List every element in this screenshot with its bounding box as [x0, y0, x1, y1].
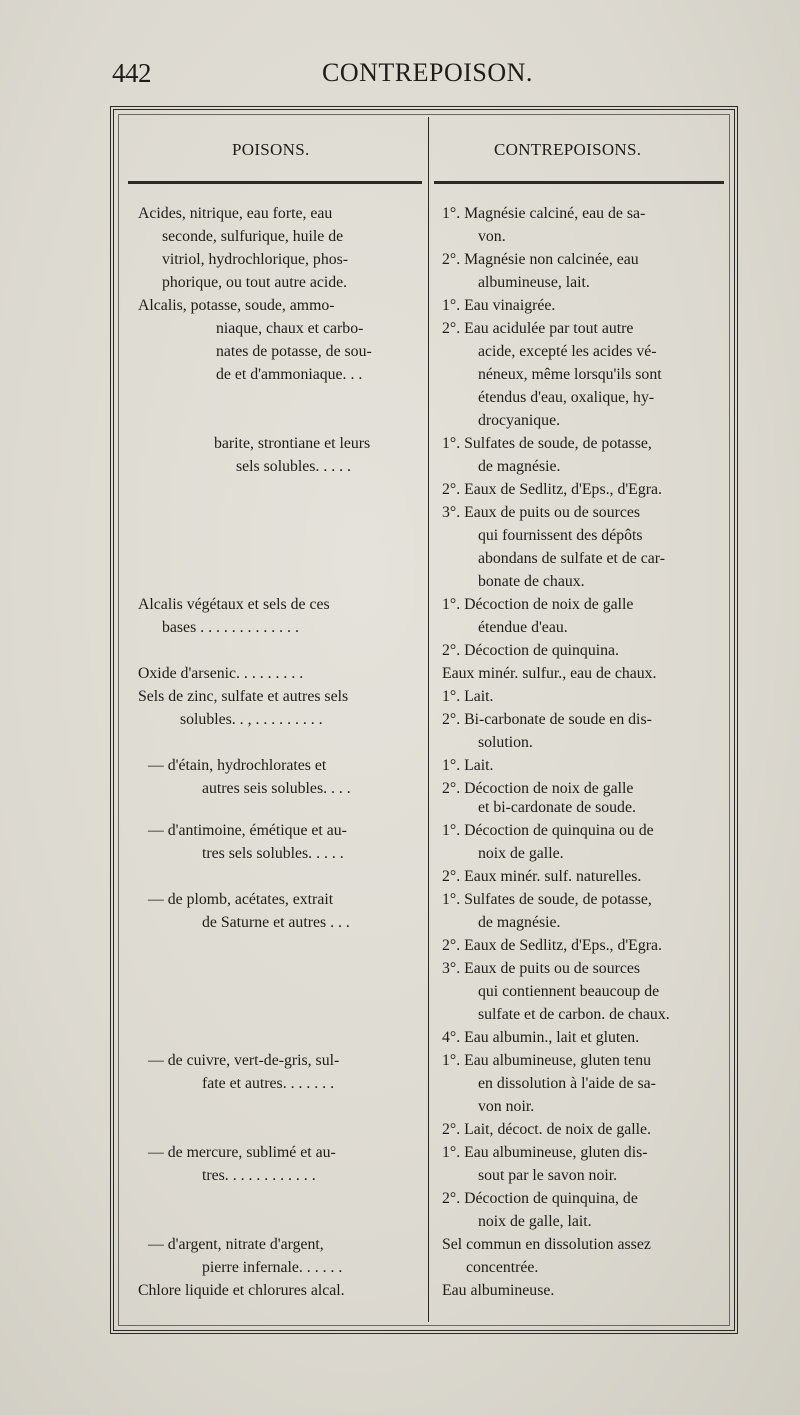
antidote-line: 2°. Décoction de noix de galle	[442, 780, 634, 797]
poison-line: de Saturne et autres . . .	[202, 914, 350, 931]
antidote-line: 3°. Eaux de puits ou de sources	[442, 960, 641, 977]
poison-line: — de mercure, sublimé et au-	[148, 1144, 336, 1161]
column-divider	[428, 117, 429, 1322]
antidote-line: 1°. Décoction de quinquina ou de	[442, 822, 654, 839]
antidote-line: Eau albumineuse.	[442, 1282, 555, 1299]
antidote-line: 2°. Eau acidulée par tout autre	[442, 320, 634, 337]
poison-line: vitriol, hydrochlorique, phos-	[162, 251, 349, 268]
poison-line: Sels de zinc, sulfate et autres sels	[138, 688, 349, 705]
poison-line: tres sels solubles. . . . .	[202, 845, 344, 862]
antidote-line: abondans de sulfate et de car-	[478, 550, 665, 567]
poison-line: solubles. . , . . . . . . . . .	[180, 711, 323, 728]
poison-line: — d'antimoine, émétique et au-	[148, 822, 347, 839]
antidote-line: qui fournissent des dépôts	[478, 527, 643, 544]
antidote-line: 2°. Décoction de quinquina, de	[442, 1190, 638, 1207]
antidote-line: acide, excepté les acides vé-	[478, 343, 657, 360]
antidote-line: 1°. Sulfates de soude, de potasse,	[442, 891, 652, 908]
poison-line: autres seis solubles. . . .	[202, 780, 351, 797]
running-head: CONTREPOISON.	[322, 58, 533, 87]
antidote-line: étendue d'eau.	[478, 619, 568, 636]
antidote-line: 2°. Eaux de Sedlitz, d'Eps., d'Egra.	[442, 937, 662, 954]
antidote-line: néneux, même lorsqu'ils sont	[478, 366, 662, 383]
poison-line: Oxide d'arsenic. . . . . . . . .	[138, 665, 304, 682]
antidote-line: 1°. Lait.	[442, 688, 494, 705]
antidote-line: en dissolution à l'aide de sa-	[478, 1075, 656, 1092]
antidote-line: bonate de chaux.	[478, 573, 585, 590]
antidote-line: 1°. Décoction de noix de galle	[442, 596, 634, 613]
antidote-line: 1°. Eau vinaigrée.	[442, 297, 556, 314]
poison-line: sels solubles. . . . .	[236, 458, 351, 475]
antidote-line: 2°. Eaux de Sedlitz, d'Eps., d'Egra.	[442, 481, 662, 498]
poison-line: niaque, chaux et carbo-	[216, 320, 364, 337]
antidote-line: 4°. Eau albumin., lait et gluten.	[442, 1029, 640, 1046]
antidote-line: 2°. Lait, décoct. de noix de galle.	[442, 1121, 651, 1138]
poison-line: Alcalis, potasse, soude, ammo-	[138, 297, 335, 314]
poison-line: Alcalis végétaux et sels de ces	[138, 596, 330, 613]
poison-line: seconde, sulfurique, huile de	[162, 228, 344, 245]
antidote-line: 2°. Décoction de quinquina.	[442, 642, 619, 659]
antidote-line: sout par le savon noir.	[478, 1167, 618, 1184]
antidote-line: von noir.	[478, 1098, 535, 1115]
antidote-line: 1°. Sulfates de soude, de potasse,	[442, 435, 652, 452]
antidote-line: de magnésie.	[478, 914, 561, 931]
antidote-line: de magnésie.	[478, 458, 561, 475]
header-rule-right	[434, 181, 724, 184]
antidote-line: noix de galle, lait.	[478, 1213, 592, 1230]
antidote-line: 1°. Lait.	[442, 757, 494, 774]
antidote-line: 3°. Eaux de puits ou de sources	[442, 504, 641, 521]
antidote-line: 2°. Bi-carbonate de soude en dis-	[442, 711, 652, 728]
poison-line: Chlore liquide et chlorures alcal.	[138, 1282, 345, 1299]
header-rule-left	[128, 181, 422, 184]
antidote-line: concentrée.	[466, 1259, 539, 1276]
antidote-line: drocyanique.	[478, 412, 561, 429]
antidote-line: noix de galle.	[478, 845, 564, 862]
column-header-poisons: POISONS.	[232, 140, 310, 159]
poison-line: fate et autres. . . . . . .	[202, 1075, 335, 1092]
antidote-line: 2°. Magnésie non calcinée, eau	[442, 251, 639, 268]
antidote-line: 1°. Eau albumineuse, gluten dis-	[442, 1144, 648, 1161]
antidote-line: solution.	[478, 734, 533, 751]
antidote-line: sulfate et de carbon. de chaux.	[478, 1006, 670, 1023]
antidote-line: Sel commun en dissolution assez	[442, 1236, 651, 1253]
poison-line: — de plomb, acétates, extrait	[148, 891, 334, 908]
antidote-line: Eaux minér. sulfur., eau de chaux.	[442, 665, 657, 682]
poison-line: — de cuivre, vert-de-gris, sul-	[148, 1052, 340, 1069]
page-number: 442	[112, 58, 151, 88]
poison-line: nates de potasse, de sou-	[216, 343, 372, 360]
poison-line: barite, strontiane et leurs	[214, 435, 371, 452]
antidote-line: albumineuse, lait.	[478, 274, 590, 291]
antidote-line: von.	[478, 228, 506, 245]
poison-line: Acides, nitrique, eau forte, eau	[138, 205, 333, 222]
antidote-line: étendus d'eau, oxalique, hy-	[478, 389, 655, 406]
poison-line: pierre infernale. . . . . .	[202, 1259, 343, 1276]
antidote-line: 2°. Eaux minér. sulf. naturelles.	[442, 868, 642, 885]
poison-line: bases . . . . . . . . . . . . .	[162, 619, 299, 636]
poison-line: de et d'ammoniaque. . .	[216, 366, 363, 383]
poison-line: phorique, ou tout autre acide.	[162, 274, 348, 291]
column-header-antidotes: CONTREPOISONS.	[494, 140, 642, 159]
antidote-line: qui contiennent beaucoup de	[478, 983, 660, 1000]
antidote-line: et bi-cardonate de soude.	[478, 799, 636, 816]
poison-line: tres. . . . . . . . . . . .	[202, 1167, 316, 1184]
poison-line: — d'étain, hydrochlorates et	[148, 757, 327, 774]
antidote-line: 1°. Eau albumineuse, gluten tenu	[442, 1052, 651, 1069]
poison-line: — d'argent, nitrate d'argent,	[148, 1236, 324, 1253]
antidote-line: 1°. Magnésie calciné, eau de sa-	[442, 205, 646, 222]
